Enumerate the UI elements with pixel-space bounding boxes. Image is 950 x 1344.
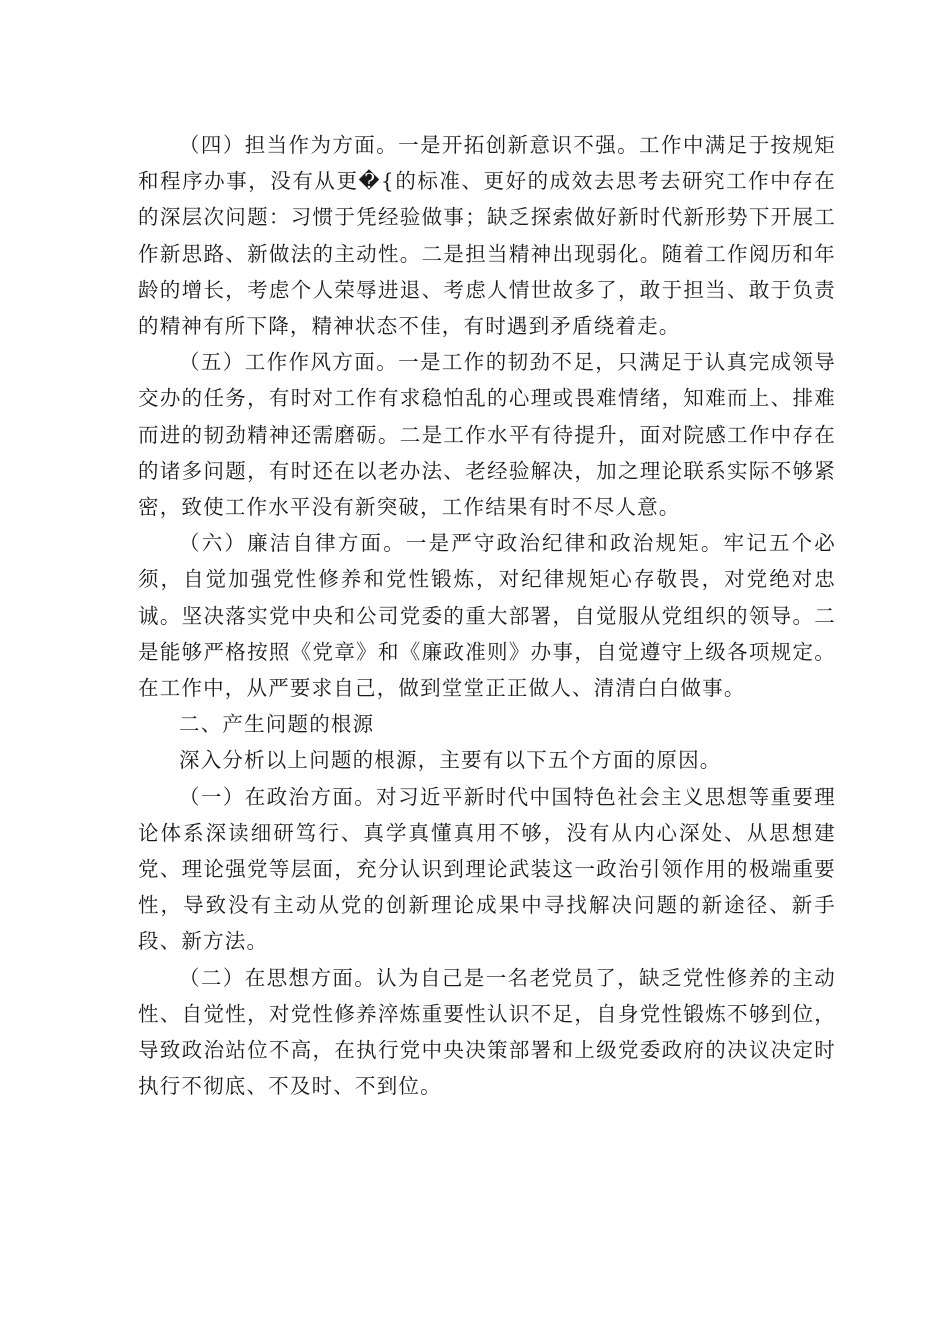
paragraph-responsibility: （四）担当作为方面。一是开拓创新意识不强。工作中满足于按规矩和程序办事，没有从更�{的标准、更好的成效去思考去研究工作中存在的深层次问题：习惯于凭经验做事；缺乏探索做好新时代新形势下开展工作新思路、新做法的主动性。二是担当精神出现弱化。随着工作阅历和年龄的增长，考虑个人荣辱进退、考虑人情世故多了，敢于担当、敢于负责的精神有所下降，精神状态不佳，有时遇到矛盾绕着走。 xyxy=(138,133,836,339)
paragraph-work-style: （五）工作作风方面。一是工作的韧劲不足，只满足于认真完成领导交办的任务，有时对工作有求稳怕乱的心理或畏难情绪，知难而上、排难而进的韧劲精神还需磨砺。二是工作水平有待提升，面对院感工作中存在的诸多问题，有时还在以老办法、老经验解决，加之理论联系实际不够紧密，致使工作水平没有新突破，工作结果有时不尽人意。 xyxy=(138,350,836,520)
paragraph-integrity: （六）廉洁自律方面。一是严守政治纪律和政治规矩。牢记五个必须，自觉加强党性修养和党性锻炼，对纪律规矩心存敬畏，对党绝对忠诚。坚决落实党中央和公司党委的重大部署，自觉服从党组织的领导。二是能够严格按照《党章》和《廉政准则》办事，自觉遵守上级各项规定。在工作中，从严要求自己，做到堂堂正正做人、清清白白做事。 xyxy=(138,531,836,701)
section-heading-root-causes: 二、产生问题的根源 xyxy=(179,712,375,737)
document-body xyxy=(138,127,836,1104)
paragraph-ideological-cause: （二）在思想方面。认为自己是一名老党员了，缺乏党性修养的主动性、自觉性，对党性修养淬炼重要性认识不足，自身党性锻炼不够到位，导致政治站位不高，在执行党中央决策部署和上级党委政府的决议决定时执行不彻底、不及时、不到位。 xyxy=(138,965,836,1099)
paragraph-political-cause: （一）在政治方面。对习近平新时代中国特色社会主义思想等重要理论体系深读细研笃行、真学真懂真用不够，没有从内心深处、从思想建党、理论强党等层面，充分认识到理论武装这一政治引领作用的极端重要性，导致没有主动从党的创新理论成果中寻找解决问题的新途径、新手段、新方法。 xyxy=(138,784,836,954)
paragraph-causes-intro: 深入分析以上问题的根源，主要有以下五个方面的原因。 xyxy=(179,748,722,773)
